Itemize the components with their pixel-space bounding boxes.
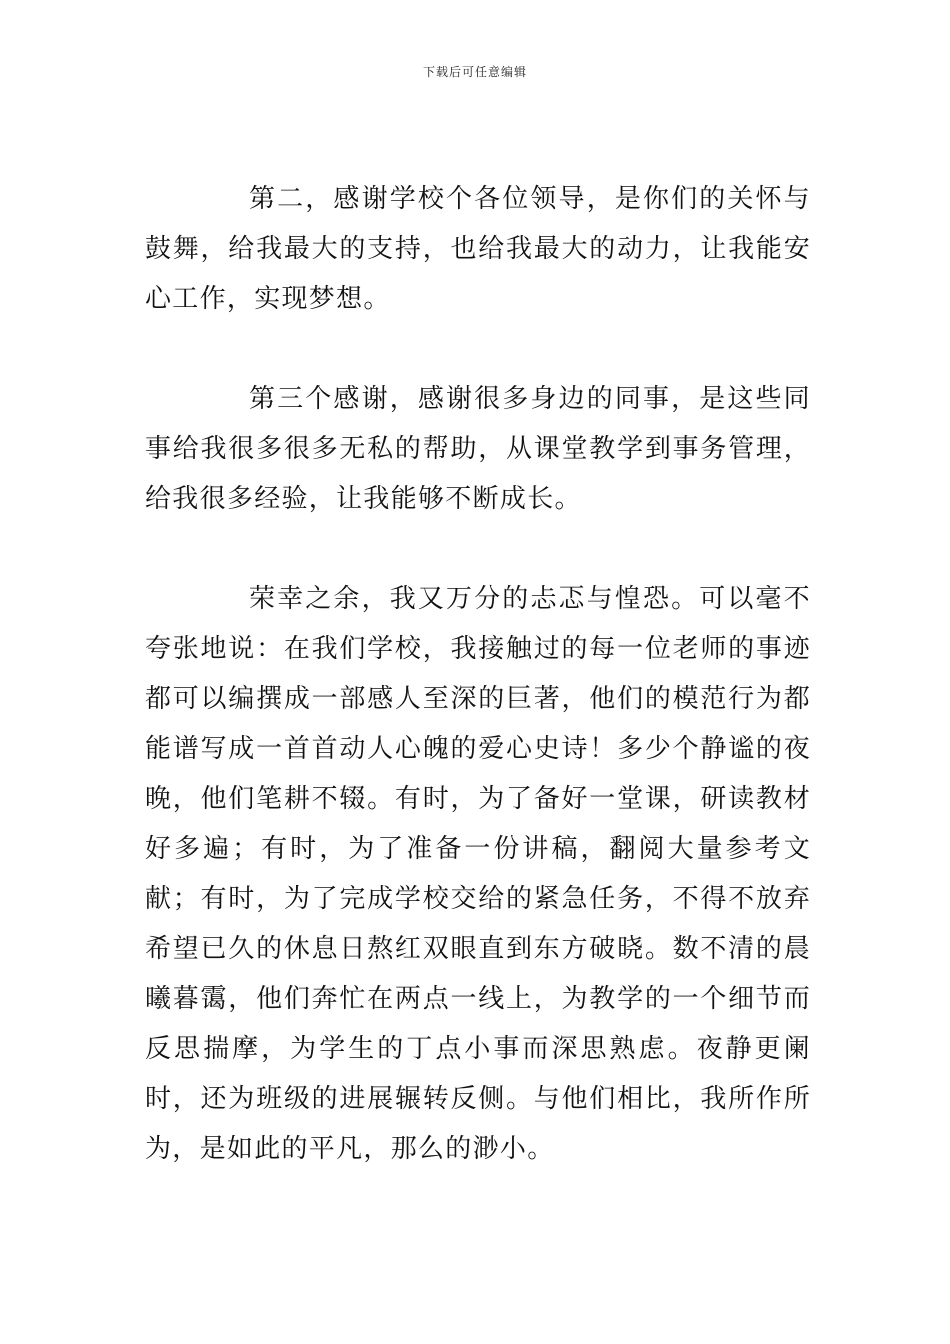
paragraph-thanks-colleagues: 第三个感谢，感谢很多身边的同事，是这些同事给我很多很多无私的帮助，从课堂教学到事务管理，给我很多经验，让我能够不断成长。	[145, 384, 811, 514]
document-body	[145, 174, 811, 1224]
page-header: 下载后可任意编辑	[422, 65, 527, 79]
paragraph-thanks-leaders: 第二，感谢学校个各位领导，是你们的关怀与鼓舞，给我最大的支持，也给我最大的动力，让我能安心工作，实现梦想。	[145, 184, 811, 314]
paragraph-humility: 荣幸之余，我又万分的忐忑与惶恐。可以毫不夸张地说：在我们学校，我接触过的每一位老师的事迹都可以编撰成一部感人至深的巨著，他们的模范行为都能谱写成一首首动人心魄的爱心史诗！多少个静谧的夜晚，他们笔耕不辍。有时，为了备好一堂课，研读教材好多遍；有时，为了准备一份讲稿，翻阅大量参考文献；有时，为了完成学校交给的紧急任务，不得不放弃希望已久的休息日熬红双眼直到东方破晓。数不清的晨曦暮霭，他们奔忙在两点一线上，为教学的一个细节而反思揣摩，为学生的丁点小事而深思熟虑。夜静更阑时，还为班级的进展辗转反侧。与他们相比，我所作所为，是如此的平凡，那么的渺小。	[145, 584, 811, 1164]
